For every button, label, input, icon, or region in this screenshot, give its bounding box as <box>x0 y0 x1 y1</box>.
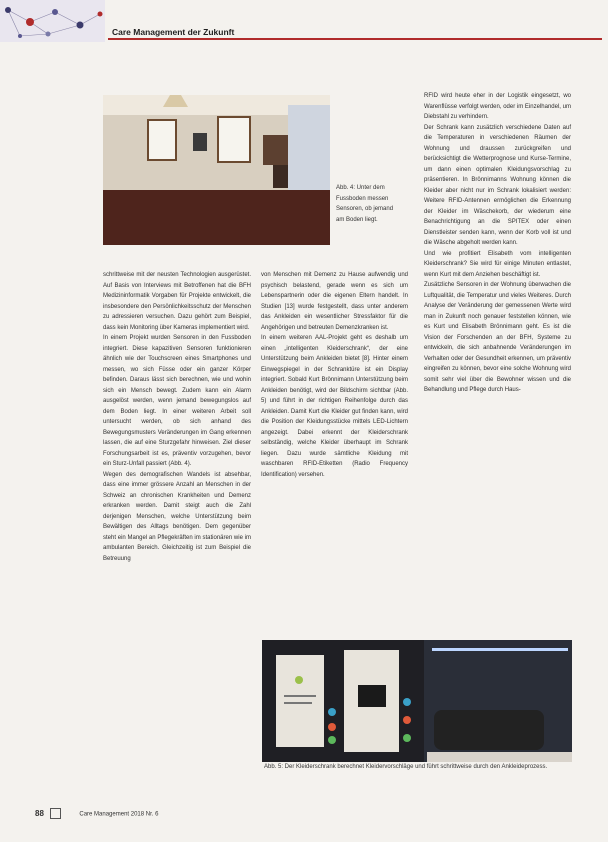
paragraph: von Menschen mit Demenz zu Hause aufwendig und psychisch belastend, gerade wenn es sich um Lebenspartnerin oder die eigenen Eltern handelt. In Studien [13] wurde festgestellt, dass unter anderem das Ankleiden ein wesentlicher Stressfaktor für die Angehörigen und betreuten Demenzkranken ist. <box>261 272 408 331</box>
paragraph: schrittweise mit der neusten Technologien ausgerüstet. Auf Basis von Interviews mit Betroffenen hat die BFH Medizininformatik Vorgaben für Projekte entwickelt, die insbesondere den Persönlichkeitsschutz der Menschen zu adressieren versuchen. Dazu gehört zum Beispiel, dass kein Monitoring über Kameras implementiert wird. <box>103 272 251 331</box>
text-column-2 <box>261 270 408 480</box>
footer-square-icon <box>50 808 61 819</box>
journal-name: Care Management 2018 Nr. 6 <box>79 811 159 818</box>
paragraph: RFID wird heute eher in der Logistik eingesetzt, wo Warenflüsse verfolgt werden, oder im Einzelhandel, um Diebstahl zu verhindern. <box>424 93 571 120</box>
page-number: 88 <box>35 808 44 818</box>
wardrobe-photos <box>262 640 572 762</box>
paragraph: Und wie profitiert Elisabeth vom intelligenten Kleiderschrank? Sie wird für einige Minuten entlastet, wenn Kurt mit dem Anziehen beschäftigt ist. <box>424 250 571 278</box>
text-column-3 <box>424 91 571 396</box>
paragraph: Der Schrank kann zusätzlich verschiedene Daten auf die Temperaturen in verschiedenen Räumen der Wohnung und draussen zurückgreifen und berücksichtigt die Wetterprognose und Kurse-Termine, um dann einen optimalen Kleidungsvorschlag zu präsentieren. In Brönnimanns Wohnung können die Kleider aber nicht nur im Schrank lokalisiert werden: Weitere RFID-Antennen ermöglichen die Erkennung der Kleider im Wäschekorb, der wiederum eine Benachrichtigung an die SPITEX oder einen Dienstleister senden kann, wenn der Korb voll ist und die Wäsche abgeholt werden kann. <box>424 124 571 246</box>
section-title: Care Management der Zukunft <box>112 27 235 37</box>
paragraph: Zusätzliche Sensoren in der Wohnung überwachen die Luftqualität, die Temperatur und vieles Weiteres. Durch Analyse der Veränderung der gemessenen Werte wird man in Zukunft noch genauer feststellen können, wie es Kurt und Elisabeth Brönnimann geht. Es ist die Vision der Forschenden an der BFH, Systeme zu entwickeln, die sich anbahnende Veränderungen im Verhalten oder der Gesundheit erkennen, um präventiv eingreifen zu können, bevor eine solche Wohnung wird somit sehr viel über die Bewohner wissen und die Behandlung und Pflege durch Haus- <box>424 282 571 393</box>
text-column-1 <box>103 270 251 564</box>
figure-caption-4: Abb. 4: Unter dem Fussboden messen Sensoren, ob jemand am Boden liegt. <box>336 185 394 223</box>
header-divider <box>108 38 602 40</box>
page-footer <box>35 808 158 819</box>
figure-caption-5: Abb. 5: Der Kleiderschrank berechnet Kleidervorschläge und führt schrittweise durch den Ankleideprozess. <box>264 764 548 770</box>
paragraph: Wegen des demografischen Wandels ist absehbar, dass eine immer grössere Anzahl an Menschen in der Schweiz an chronischen Krankheiten und Demenz erkranken werden. Damit steigt auch die Zahl derjenigen Menschen, welche Unterstützung beim Bewältigen des Alltags benötigen. Dem gegenüber steht ein Mangel an Pflegekräften im stationären wie im ambulanten Bereich. Gleichzeitig ist zum Beispiel die Betreuung <box>103 471 251 562</box>
paragraph: In einem Projekt wurden Sensoren in den Fussboden integriert. Diese kapazitiven Sensoren funktionieren ähnlich wie der Touchscreen eines Smartphones und messen, wo sich Füsse oder ein ganzer Körper befinden. Daraus lässt sich berechnen, wie und wohin sich ein Mensch bewegt. Zudem kann ein Alarm ausgelöst werden, wenn jemand bewegungslos auf dem Boden liegt. In einer weiteren Arbeit soll untersucht werden, ob sich anhand des Bewegungsmusters Veränderungen im Gang erkennen lassen, die auf eine Sturzgefahr hinweisen. Ziel dieser Forschungsarbeit ist es, präventiv vorzugehen, bevor ein Sturz-Unfall passiert (Abb. 4). <box>103 335 251 467</box>
paragraph: In einem weiteren AAL-Projekt geht es deshalb um einen „intelligenten Kleiderschrank“, der eine Unterstützung beim Ankleiden bietet [8]. Hinter einem Einwegspiegel in der Schranktüre ist ein Display integriert. Sobald Kurt Brönnimann Unterstützung beim Ankleiden benötigt, wird der Bildschirm sichtbar (Abb. 5) und führt in der richtigen Reihenfolge durch das Ankleiden. Damit Kurt die Kleider gut finden kann, wird die Position der Kleidungsstücke mittels LED-Lichtern angezeigt. Dabei erkennt der Kleiderschrank selbständig, welche Kleider überhaupt im Schrank liegen. Dazu wurde sämtliche Kleidung mit waschbaren RFID-Etiketten (Radio Frequency Identification) versehen. <box>261 335 408 478</box>
living-room-photo <box>103 95 330 245</box>
network-logo <box>0 0 105 42</box>
